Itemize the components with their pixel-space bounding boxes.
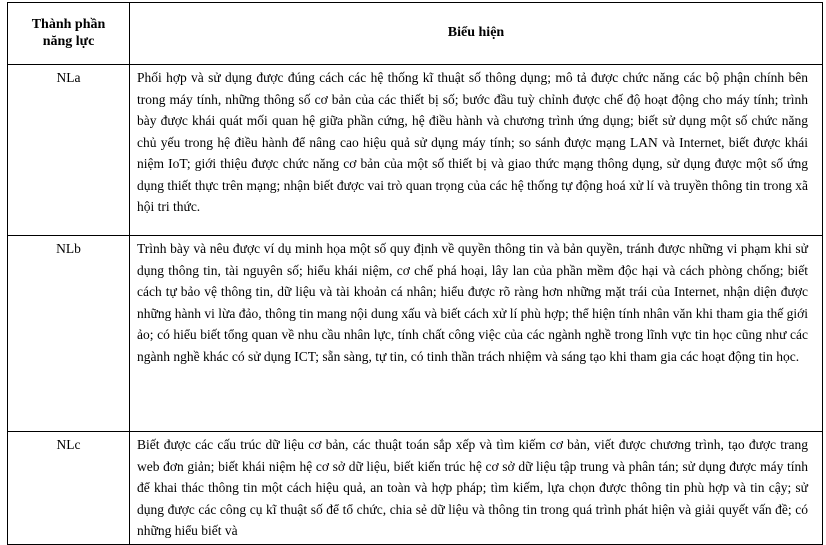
table-row <box>8 236 823 432</box>
column-header-component <box>8 3 130 65</box>
competency-description: Phối hợp và sử dụng được đúng cách các hệ thống kĩ thuật số thông dụng; mô tả được chức năng các bộ phận chính bên trong máy tính, những thông số cơ bản của các thiết bị số; bước đầu tuỳ chỉnh được chế độ hoạt động cho máy tính; trình bày được khái quát mối quan hệ giữa phần cứng, hệ điều hành và chương trình ứng dụng; biết sử dụng một số chức năng chủ yếu trong hệ điều hành để nâng cao hiệu quả sử dụng máy tính; so sánh được mạng LAN và Internet, biết được khái niệm IoT; giới thiệu được chức năng cơ bản của một số thiết bị và giao thức mạng thông dụng, sử dụng được một số ứng dụng thiết thực trên mạng; nhận biết được vai trò quan trọng của các hệ thống tự động hoá xử lí và truyền thông tin trong xã hội tri thức. <box>130 65 823 236</box>
competency-description: Trình bày và nêu được ví dụ minh họa một số quy định về quyền thông tin và bản quyền, tránh được những vi phạm khi sử dụng thông tin, tài nguyên số; hiểu khái niệm, cơ chế phá hoại, lây lan của phần mềm độc hại và cách phòng chống; biết cách tự bảo vệ thông tin, dữ liệu và tài khoản cá nhân; hiểu được rõ ràng hơn những mặt trái của Internet, nhận diện được những hành vi lừa đảo, thông tin mang nội dung xấu và biết cách xử lí phù hợp; thể hiện tính nhân văn khi tham gia thế giới ảo; có hiểu biết tổng quan về nhu cầu nhân lực, tính chất công việc của các ngành nghề trong lĩnh vực tin học cũng như các ngành nghề khác có sử dụng ICT; sẵn sàng, tự tin, có tinh thần trách nhiệm và sáng tạo khi tham gia các hoạt động tin học. <box>130 236 823 432</box>
competency-code: NLa <box>8 65 130 236</box>
competency-code: NLb <box>8 236 130 432</box>
column-header-component-line2: năng lực <box>42 33 95 49</box>
table-row <box>8 432 823 545</box>
competency-code: NLc <box>8 432 130 545</box>
competency-description: Biết được các cấu trúc dữ liệu cơ bản, các thuật toán sắp xếp và tìm kiếm cơ bản, viết được chương trình, tạo được trang web đơn giản; biết khái niệm hệ cơ sở dữ liệu, biết kiến trúc hệ cơ sở dữ liệu tập trung và phân tán; sử dụng được máy tính để khai thác thông tin một cách hiệu quả, an toàn và hợp pháp; tìm kiếm, lựa chọn được thông tin phù hợp và tin cậy; sử dụng được các công cụ kĩ thuật số để tổ chức, chia sẻ dữ liệu và thông tin trong quá trình phát hiện và giải quyết vấn đề; có những hiểu biết và <box>130 432 823 545</box>
table-row <box>8 65 823 236</box>
competency-table <box>7 2 823 545</box>
column-header-component-line1: Thành phần <box>31 17 106 32</box>
table-header-row <box>8 3 823 65</box>
column-header-expression: Biểu hiện <box>130 3 823 65</box>
